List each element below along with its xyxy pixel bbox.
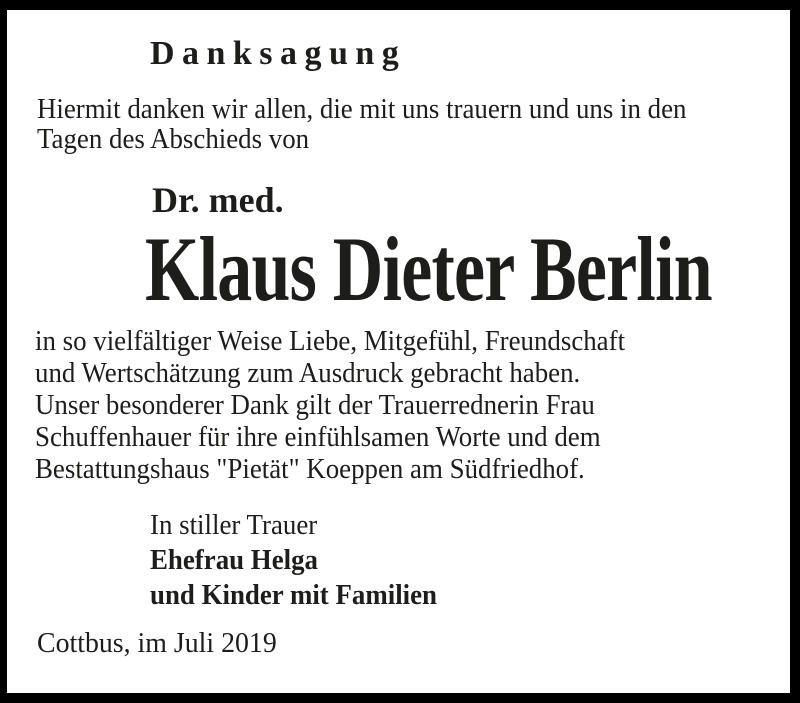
intro-line: Tagen des Abschieds von [37, 124, 310, 155]
closing-line-mourning: In stiller Trauer [150, 510, 318, 541]
body-line: und Wertschätzung zum Ausdruck gebracht haben. [35, 358, 581, 389]
body-line: in so vielfältiger Weise Liebe, Mitgefühl, Freundschaft [35, 326, 626, 357]
intro-paragraph [37, 95, 714, 155]
closing-line-family: und Kinder mit Familien [150, 580, 438, 611]
closing-block [150, 508, 449, 613]
body-line: Schuffenhauer für ihre einfühlsamen Worte und dem [35, 422, 601, 453]
intro-line: Hiermit danken wir allen, die mit uns trauern und uns in den [37, 94, 687, 125]
closing-line-wife: Ehefrau Helga [150, 545, 318, 576]
body-line: Bestattungshaus "Pietät" Koeppen am Südfriedhof. [35, 454, 585, 485]
notice-title: Danksagung [150, 35, 407, 72]
place-date: Cottbus, im Juli 2019 [37, 627, 277, 659]
body-line: Unser besonderer Dank gilt der Trauerrednerin Frau [35, 390, 595, 421]
body-paragraph [35, 326, 650, 486]
deceased-honorific: Dr. med. [152, 180, 284, 220]
deceased-name: Klaus Dieter Berlin [145, 218, 712, 320]
